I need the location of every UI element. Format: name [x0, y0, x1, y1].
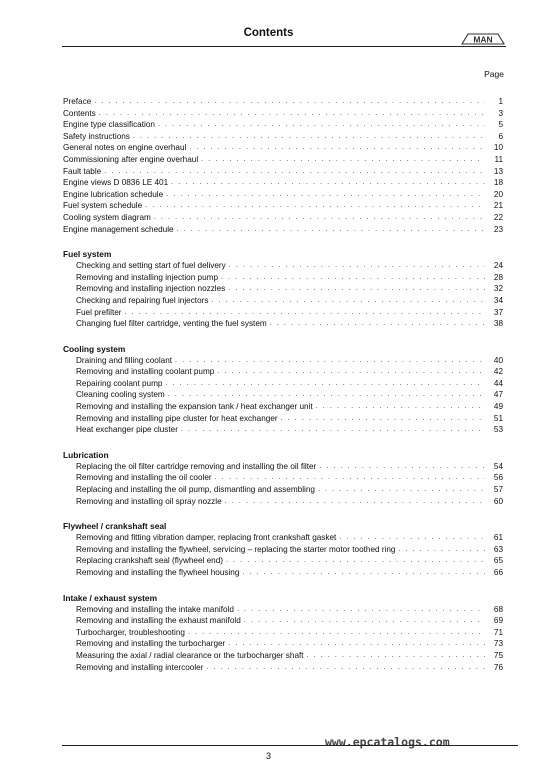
- dot-leader: [201, 154, 485, 166]
- toc-section: [63, 449, 503, 507]
- toc-entry-page: 23: [493, 224, 503, 234]
- toc-entry[interactable]: [63, 131, 503, 143]
- man-logo: [460, 31, 506, 46]
- toc-entry[interactable]: [63, 424, 503, 436]
- toc-entry[interactable]: [63, 484, 503, 496]
- toc-entry-title: Engine lubrication schedule: [63, 189, 164, 199]
- toc-entry-page: 3: [498, 108, 503, 118]
- toc-entry[interactable]: [63, 189, 503, 201]
- toc-entry-page: 42: [493, 367, 503, 377]
- toc-entry-title: Checking and repairing fuel injectors: [76, 295, 209, 305]
- dot-leader: [211, 295, 485, 307]
- section-heading[interactable]: Cooling system: [63, 343, 126, 354]
- toc-entry[interactable]: [63, 177, 503, 189]
- toc-entry-title: Safety instructions: [63, 131, 130, 141]
- toc-entry-page: 18: [493, 178, 503, 188]
- toc-entry-title: Changing fuel filter cartridge, venting the fuel system: [76, 319, 267, 329]
- dot-leader: [228, 638, 485, 650]
- dot-leader: [339, 532, 485, 544]
- toc-entry-page: 38: [493, 319, 503, 329]
- toc-entry-page: 56: [493, 473, 503, 483]
- toc-entry-title: Removing and installing the turbocharger: [76, 639, 226, 649]
- toc-entry-page: 69: [493, 616, 503, 626]
- toc-section: [63, 520, 503, 578]
- dot-leader: [319, 461, 485, 473]
- dot-leader: [215, 472, 485, 484]
- toc-entry[interactable]: [63, 260, 503, 272]
- toc-entry-page: 57: [493, 485, 503, 495]
- dot-leader: [237, 604, 485, 616]
- dot-leader: [165, 378, 485, 390]
- dot-leader: [181, 424, 485, 436]
- toc-entry-title: Cooling system diagram: [63, 212, 151, 222]
- dot-leader: [318, 484, 485, 496]
- dot-leader: [228, 283, 485, 295]
- toc-entry-page: 1: [498, 97, 503, 106]
- toc-entry-page: 21: [493, 201, 503, 211]
- dot-leader: [244, 615, 485, 627]
- toc-entry-title: Removing and fitting vibration damper, replacing front crankshaft gasket: [76, 533, 337, 543]
- table-of-contents: [63, 96, 503, 673]
- toc-entry-title: Replacing and installing the oil pump, dismantling and assembling: [76, 485, 315, 495]
- toc-entry[interactable]: [63, 544, 503, 556]
- watermark-url: www.epcatalogs.com: [325, 735, 450, 749]
- toc-entry-title: Removing and installing pipe cluster for heat exchanger: [76, 413, 278, 423]
- toc-entry-title: Engine management schedule: [63, 224, 174, 234]
- toc-entry[interactable]: [63, 366, 503, 378]
- dot-leader: [177, 224, 485, 236]
- toc-entry-title: Fuel prefilter: [76, 307, 122, 317]
- toc-entry-page: 34: [493, 295, 503, 305]
- toc-entry[interactable]: [63, 401, 503, 413]
- dot-leader: [189, 142, 485, 154]
- toc-entry-title: Draining and filling coolant: [76, 355, 173, 365]
- dot-leader: [188, 627, 485, 639]
- toc-entry-title: Replacing the oil filter cartridge removing and installing the oil filter: [76, 461, 317, 471]
- toc-entry-page: 6: [498, 131, 503, 141]
- toc-entry-page: 47: [493, 390, 503, 400]
- toc-entry[interactable]: [63, 615, 503, 627]
- toc-entry[interactable]: [63, 461, 503, 473]
- toc-entry-title: Engine type classification: [63, 120, 155, 130]
- section-heading[interactable]: Fuel system: [63, 249, 112, 260]
- toc-entry-title: Removing and installing the exhaust manifold: [76, 616, 241, 626]
- dot-leader: [221, 272, 485, 284]
- toc-entry-title: Preface: [63, 97, 92, 106]
- dot-leader: [168, 389, 485, 401]
- toc-entry-title: Commissioning after engine overhaul: [63, 154, 199, 164]
- toc-entry[interactable]: [63, 355, 503, 367]
- toc-entry-page: 40: [493, 355, 503, 365]
- toc-entry-title: Removing and installing the expansion tank / heat exchanger unit: [76, 402, 313, 412]
- header-rule: [62, 46, 506, 47]
- section-heading[interactable]: Lubrication: [63, 449, 109, 460]
- toc-entry-title: Replacing crankshaft seal (flywheel end): [76, 556, 223, 566]
- toc-section: [63, 343, 503, 436]
- dot-leader: [171, 177, 485, 189]
- toc-entry-page: 10: [493, 143, 503, 153]
- dot-leader: [175, 355, 485, 367]
- toc-entry-title: Fuel system schedule: [63, 201, 143, 211]
- section-heading[interactable]: Intake / exhaust system: [63, 592, 158, 603]
- dot-leader: [281, 413, 485, 425]
- toc-entry-page: 28: [493, 272, 503, 282]
- dot-leader: [242, 567, 485, 579]
- toc-entry-title: Removing and installing intercooler: [76, 662, 204, 672]
- toc-entry-page: 5: [498, 120, 503, 130]
- dot-leader: [307, 650, 485, 662]
- toc-entry-page: 49: [493, 402, 503, 412]
- toc-entry[interactable]: [63, 378, 503, 390]
- page-number: 3: [265, 751, 271, 761]
- toc-entry[interactable]: [63, 119, 503, 131]
- toc-entry-page: 66: [493, 568, 503, 577]
- toc-section: [63, 248, 503, 330]
- toc-entry[interactable]: [63, 650, 503, 662]
- dot-leader: [158, 119, 485, 131]
- dot-leader: [133, 131, 485, 143]
- toc-entry-page: 24: [493, 261, 503, 271]
- toc-entry-page: 63: [493, 544, 503, 554]
- toc-entry[interactable]: [63, 283, 503, 295]
- toc-entry-page: 73: [493, 639, 503, 649]
- toc-entry[interactable]: [63, 604, 503, 616]
- toc-entry-title: Checking and setting start of fuel delivery: [76, 261, 226, 271]
- dot-leader: [206, 662, 485, 674]
- dot-leader: [99, 108, 485, 120]
- toc-entry[interactable]: [63, 307, 503, 319]
- toc-entry-page: 71: [493, 627, 503, 637]
- toc-entry-title: Fault table: [63, 166, 102, 176]
- toc-entry[interactable]: [63, 567, 503, 579]
- toc-entry-page: 32: [493, 284, 503, 294]
- toc-entry-page: 53: [493, 425, 503, 435]
- toc-entry-title: Turbocharger, troubleshooting: [76, 627, 185, 637]
- dot-leader: [217, 366, 485, 378]
- toc-entry-page: 20: [493, 189, 503, 199]
- toc-entry-title: Engine views D 0836 LE 401: [63, 178, 169, 188]
- toc-entry-title: Removing and installing the oil cooler: [76, 473, 212, 483]
- toc-entry[interactable]: [63, 96, 503, 108]
- toc-section: [63, 592, 503, 674]
- page-column-label: Page: [484, 69, 504, 79]
- toc-entry[interactable]: [63, 627, 503, 639]
- section-list: [63, 248, 503, 673]
- toc-entry-page: 54: [493, 461, 503, 471]
- toc-entry-title: Measuring the axial / radial clearance or the turbocharger shaft: [76, 650, 304, 660]
- toc-entry-title: Repairing coolant pump: [76, 378, 163, 388]
- toc-entry[interactable]: [63, 200, 503, 212]
- toc-entry-title: Removing and installing oil spray nozzle: [76, 496, 222, 506]
- dot-leader: [154, 212, 485, 224]
- toc-entry[interactable]: [63, 318, 503, 330]
- toc-entry[interactable]: [63, 212, 503, 224]
- footer-rule: [62, 745, 518, 746]
- dot-leader: [94, 96, 485, 108]
- toc-entry[interactable]: [63, 108, 503, 120]
- toc-entry[interactable]: [63, 472, 503, 484]
- toc-entry[interactable]: [63, 532, 503, 544]
- toc-entry-page: 37: [493, 307, 503, 317]
- toc-entry-title: Removing and installing the flywheel housing: [76, 568, 240, 577]
- toc-entry-page: 65: [493, 556, 503, 566]
- toc-entry[interactable]: [63, 413, 503, 425]
- toc-entry-page: 76: [493, 662, 503, 672]
- toc-entry-title: Heat exchanger pipe cluster: [76, 425, 178, 435]
- dot-leader: [229, 260, 485, 272]
- logo-text: MAN: [473, 34, 493, 45]
- toc-entry[interactable]: [63, 662, 503, 674]
- toc-entry-page: 44: [493, 378, 503, 388]
- dot-leader: [270, 318, 485, 330]
- toc-entry-page: 11: [494, 154, 503, 164]
- dot-leader: [166, 189, 485, 201]
- toc-entry-title: Cleaning cooling system: [76, 390, 165, 400]
- dot-leader: [225, 496, 485, 508]
- toc-entry-page: 60: [493, 496, 503, 506]
- toc-entry-page: 51: [493, 413, 503, 423]
- toc-entry-title: Removing and installing coolant pump: [76, 367, 215, 377]
- toc-entry[interactable]: [63, 295, 503, 307]
- toc-entry-page: 13: [493, 166, 503, 176]
- page-title: Contents: [243, 27, 294, 39]
- dot-leader: [145, 200, 485, 212]
- toc-entry[interactable]: [63, 142, 503, 154]
- toc-entry-page: 68: [493, 604, 503, 614]
- toc-entry[interactable]: [63, 389, 503, 401]
- dot-leader: [398, 544, 485, 556]
- toc-entry[interactable]: [63, 555, 503, 567]
- section-heading[interactable]: Flywheel / crankshaft seal: [63, 521, 167, 532]
- dot-leader: [125, 307, 485, 319]
- dot-leader: [226, 555, 485, 567]
- toc-entry[interactable]: [63, 638, 503, 650]
- toc-entry-page: 75: [493, 650, 503, 660]
- toc-entry-page: 61: [493, 533, 503, 543]
- toc-entry[interactable]: [63, 496, 503, 508]
- toc-entry[interactable]: [63, 224, 503, 236]
- toc-entry-title: Contents: [63, 108, 96, 118]
- toc-entry-page: 22: [493, 212, 503, 222]
- toc-entry-title: Removing and installing the intake manifold: [76, 604, 234, 614]
- toc-entry[interactable]: [63, 272, 503, 284]
- dot-leader: [104, 166, 485, 178]
- toc-entry-title: General notes on engine overhaul: [63, 143, 187, 153]
- dot-leader: [316, 401, 485, 413]
- toc-entry-title: Removing and installing injection pump: [76, 272, 218, 282]
- toc-entry[interactable]: [63, 154, 503, 166]
- toc-entry-title: Removing and installing the flywheel, servicing – replacing the starter motor toothed ring: [76, 544, 396, 554]
- toc-entry[interactable]: [63, 166, 503, 178]
- intro-entries: [63, 96, 503, 235]
- toc-entry-title: Removing and installing injection nozzles: [76, 284, 226, 294]
